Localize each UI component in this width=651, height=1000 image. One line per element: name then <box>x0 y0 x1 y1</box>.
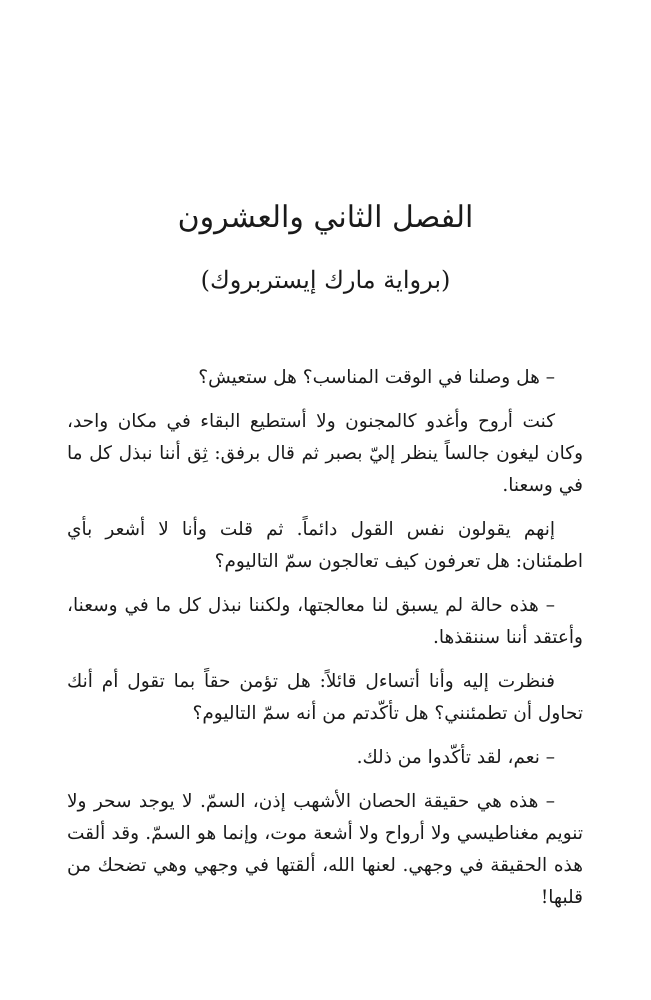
paragraph: كنت أروح وأغدو كالمجنون ولا أستطيع البقاء في مكان واحد، وكان ليغون جالساً ينظر إليّ بصبر ثم قال برفق: ثِق أننا نبذل كل ما في وسعنا. <box>67 411 583 496</box>
chapter-subtitle: (برواية مارك إيستربروك) <box>200 266 451 294</box>
chapter-title: الفصل الثاني والعشرون <box>177 200 474 235</box>
paragraph: – هذه حالة لم يسبق لنا معالجتها، ولكننا نبذل كل ما في وسعنا، وأعتقد أننا سننقذها. <box>67 595 583 648</box>
paragraph: إنهم يقولون نفس القول دائماً. ثم قلت وأنا لا أشعر بأي اطمئنان: هل تعرفون كيف تعالجون سمّ التاليوم؟ <box>67 519 583 572</box>
chapter-body <box>67 362 583 926</box>
paragraph: – هل وصلنا في الوقت المناسب؟ هل ستعيش؟ <box>198 367 555 388</box>
paragraph: – نعم، لقد تأكّدوا من ذلك. <box>356 747 555 768</box>
paragraph: فنظرت إليه وأنا أتساءل قائلاً: هل تؤمن حقاً بما تقول أم أنك تحاول أن تطمئنني؟ هل تأكّدتم من أنه سمّ التاليوم؟ <box>67 671 583 724</box>
paragraph: – هذه هي حقيقة الحصان الأشهب إذن، السمّ. لا يوجد سحر ولا تنويم مغناطيسي ولا أرواح ولا أشعة موت، وإنما هو السمّ. وقد ألقت هذه الحقيقة في وجهي. لعنها الله، ألقتها في وجهي وهي تضحك من قلبها! <box>67 791 583 908</box>
